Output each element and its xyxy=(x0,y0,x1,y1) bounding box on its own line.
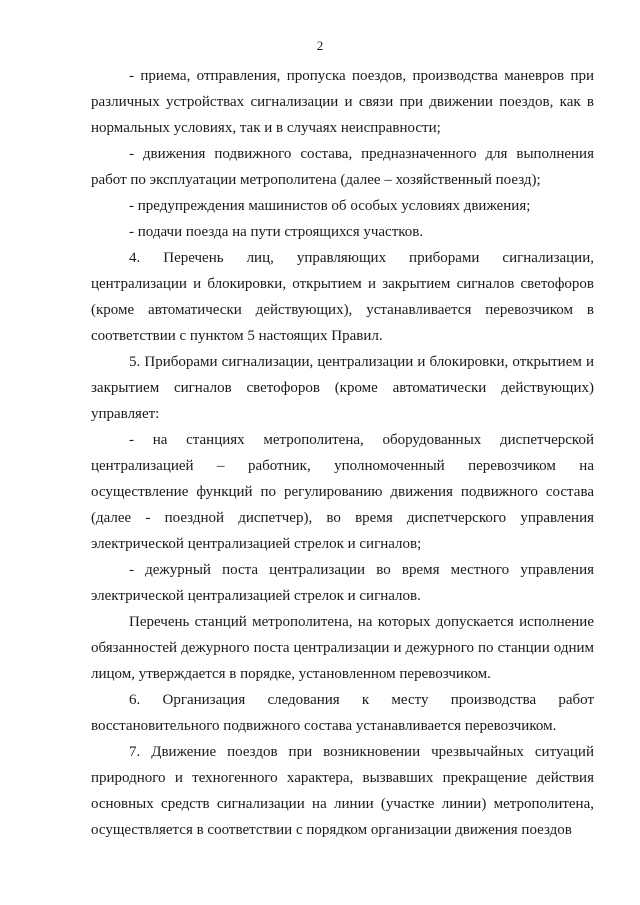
paragraph-clause-5: 5. Приборами сигнализации, централизации и блокировки, открытием и закрытием сигналов светофоров (кроме автоматически действующих) управляет: xyxy=(91,354,594,422)
paragraph-list-item-rolling-stock: - движения подвижного состава, предназначенного для выполнения работ по эксплуатации метрополитена (далее – хозяйственный поезд); xyxy=(91,146,594,188)
paragraph-list-item-construction: - подачи поезда на пути строящихся участков. xyxy=(129,224,424,240)
paragraph-list-item-warnings: - предупреждения машинистов об особых условиях движения; xyxy=(129,198,531,214)
paragraph-list-item-reception: - приема, отправления, пропуска поездов, производства маневров при различных устройствах сигнализации и связи при движении поездов, как в нормальных условиях, так и в случаях неисправности; xyxy=(91,68,594,136)
paragraph-stations-list: Перечень станций метрополитена, на которых допускается исполнение обязанностей дежурного поста централизации и дежурного по станции одним лицом, утверждается в порядке, установленном перевозчиком. xyxy=(91,614,594,682)
paragraph-list-item-dispatcher: - на станциях метрополитена, оборудованных диспетчерской централизацией – работник, уполномоченный перевозчиком на осуществление функций по регулированию движения подвижного состава (далее - поездной диспетчер), во время диспетчерского управления электрической централизацией стрелок и сигналов; xyxy=(91,432,594,552)
document-body xyxy=(91,63,594,843)
paragraph-clause-7: 7. Движение поездов при возникновении чрезвычайных ситуаций природного и техногенного характера, вызвавших прекращение действия основных средств сигнализации на линии (участке линии) метрополитена, осуществляется в соответствии с порядком организации движения поездов xyxy=(91,744,594,838)
paragraph-list-item-post-duty: - дежурный поста централизации во время местного управления электрической централизацией стрелок и сигналов. xyxy=(91,562,594,604)
paragraph-clause-4: 4. Перечень лиц, управляющих приборами сигнализации, централизации и блокировки, открытием и закрытием сигналов светофоров (кроме автоматически действующих), устанавливается перевозчиком в соответствии с пунктом 5 настоящих Правил. xyxy=(91,250,594,344)
page-number: 2 xyxy=(316,38,324,53)
paragraph-clause-6: 6. Организация следования к месту производства работ восстановительного подвижного состава устанавливается перевозчиком. xyxy=(91,692,594,734)
